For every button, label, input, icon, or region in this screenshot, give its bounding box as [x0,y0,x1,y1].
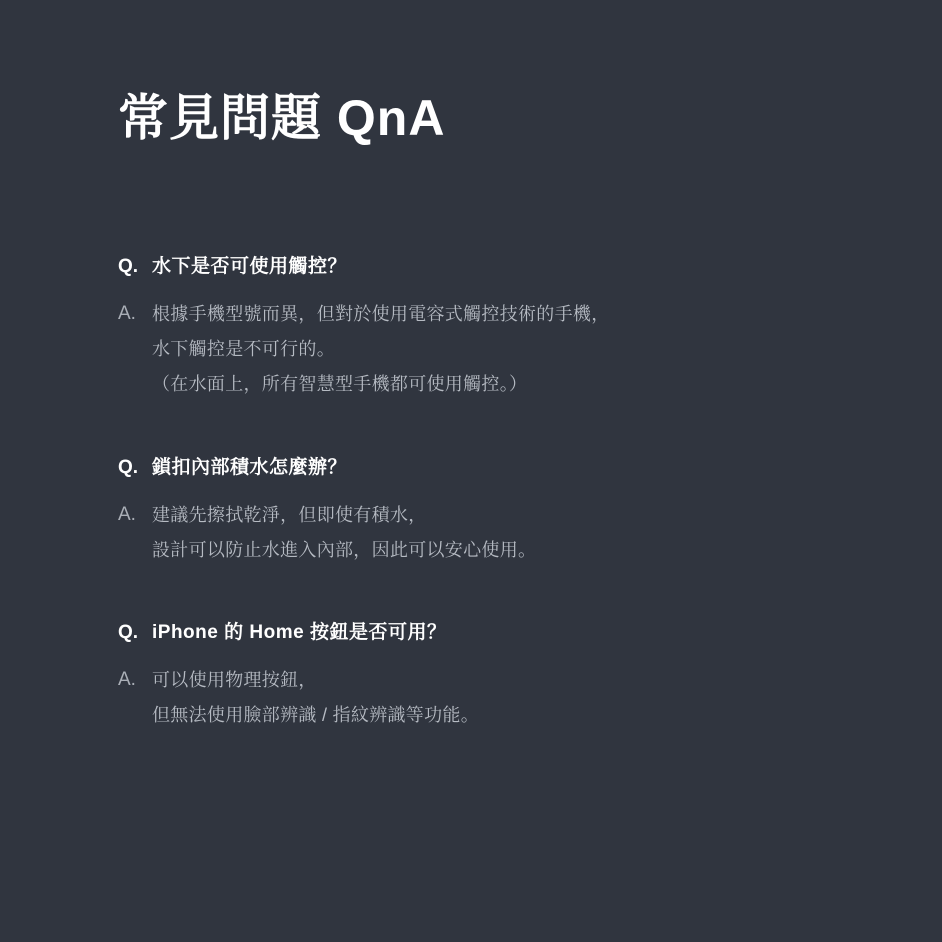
answer-marker: A. [118,503,136,525]
faq-question-text: iPhone 的 Home 按鈕是否可用？ [152,621,447,643]
faq-answer-line: 可以使用物理按鈕， [152,670,317,691]
faq-answer-row [118,297,878,402]
faq-answer-line: （在水面上，所有智慧型手機都可使用觸控。） [152,374,528,395]
answer-marker: A. [118,669,136,691]
faq-question-text: 鎖扣內部積水怎麼辦？ [152,456,348,478]
question-marker: Q. [118,256,139,277]
question-marker: Q. [118,456,139,478]
faq-question-row [118,451,878,484]
page-title: 常見問題 QnA [118,90,446,146]
faq-question-row [118,616,878,649]
faq-answer-line: 根據手機型號而異，但對於使用電容式觸控技術的手機， [152,304,610,325]
faq-answer-line: 設計可以防止水進入內部，因此可以安心使用。 [152,539,537,560]
faq-answer-line: 但無法使用臉部辨識 / 指紋辨識等功能。 [152,705,480,726]
faq-question-row [118,250,878,283]
faq-answer-text [152,663,479,733]
faq-item [118,451,878,568]
faq-list [118,250,878,781]
faq-answer-line: 水下觸控是不可行的。 [152,339,335,360]
faq-answer-line: 建議先擦拭乾淨，但即使有積水， [152,504,427,525]
answer-marker: A. [118,303,136,325]
faq-answer-row [118,663,878,733]
faq-question-text: 水下是否可使用觸控？ [152,256,348,277]
faq-item [118,250,878,403]
faq-item [118,616,878,733]
faq-answer-text [152,498,536,568]
question-marker: Q. [118,621,139,643]
faq-answer-text [152,297,610,402]
faq-answer-row [118,498,878,568]
